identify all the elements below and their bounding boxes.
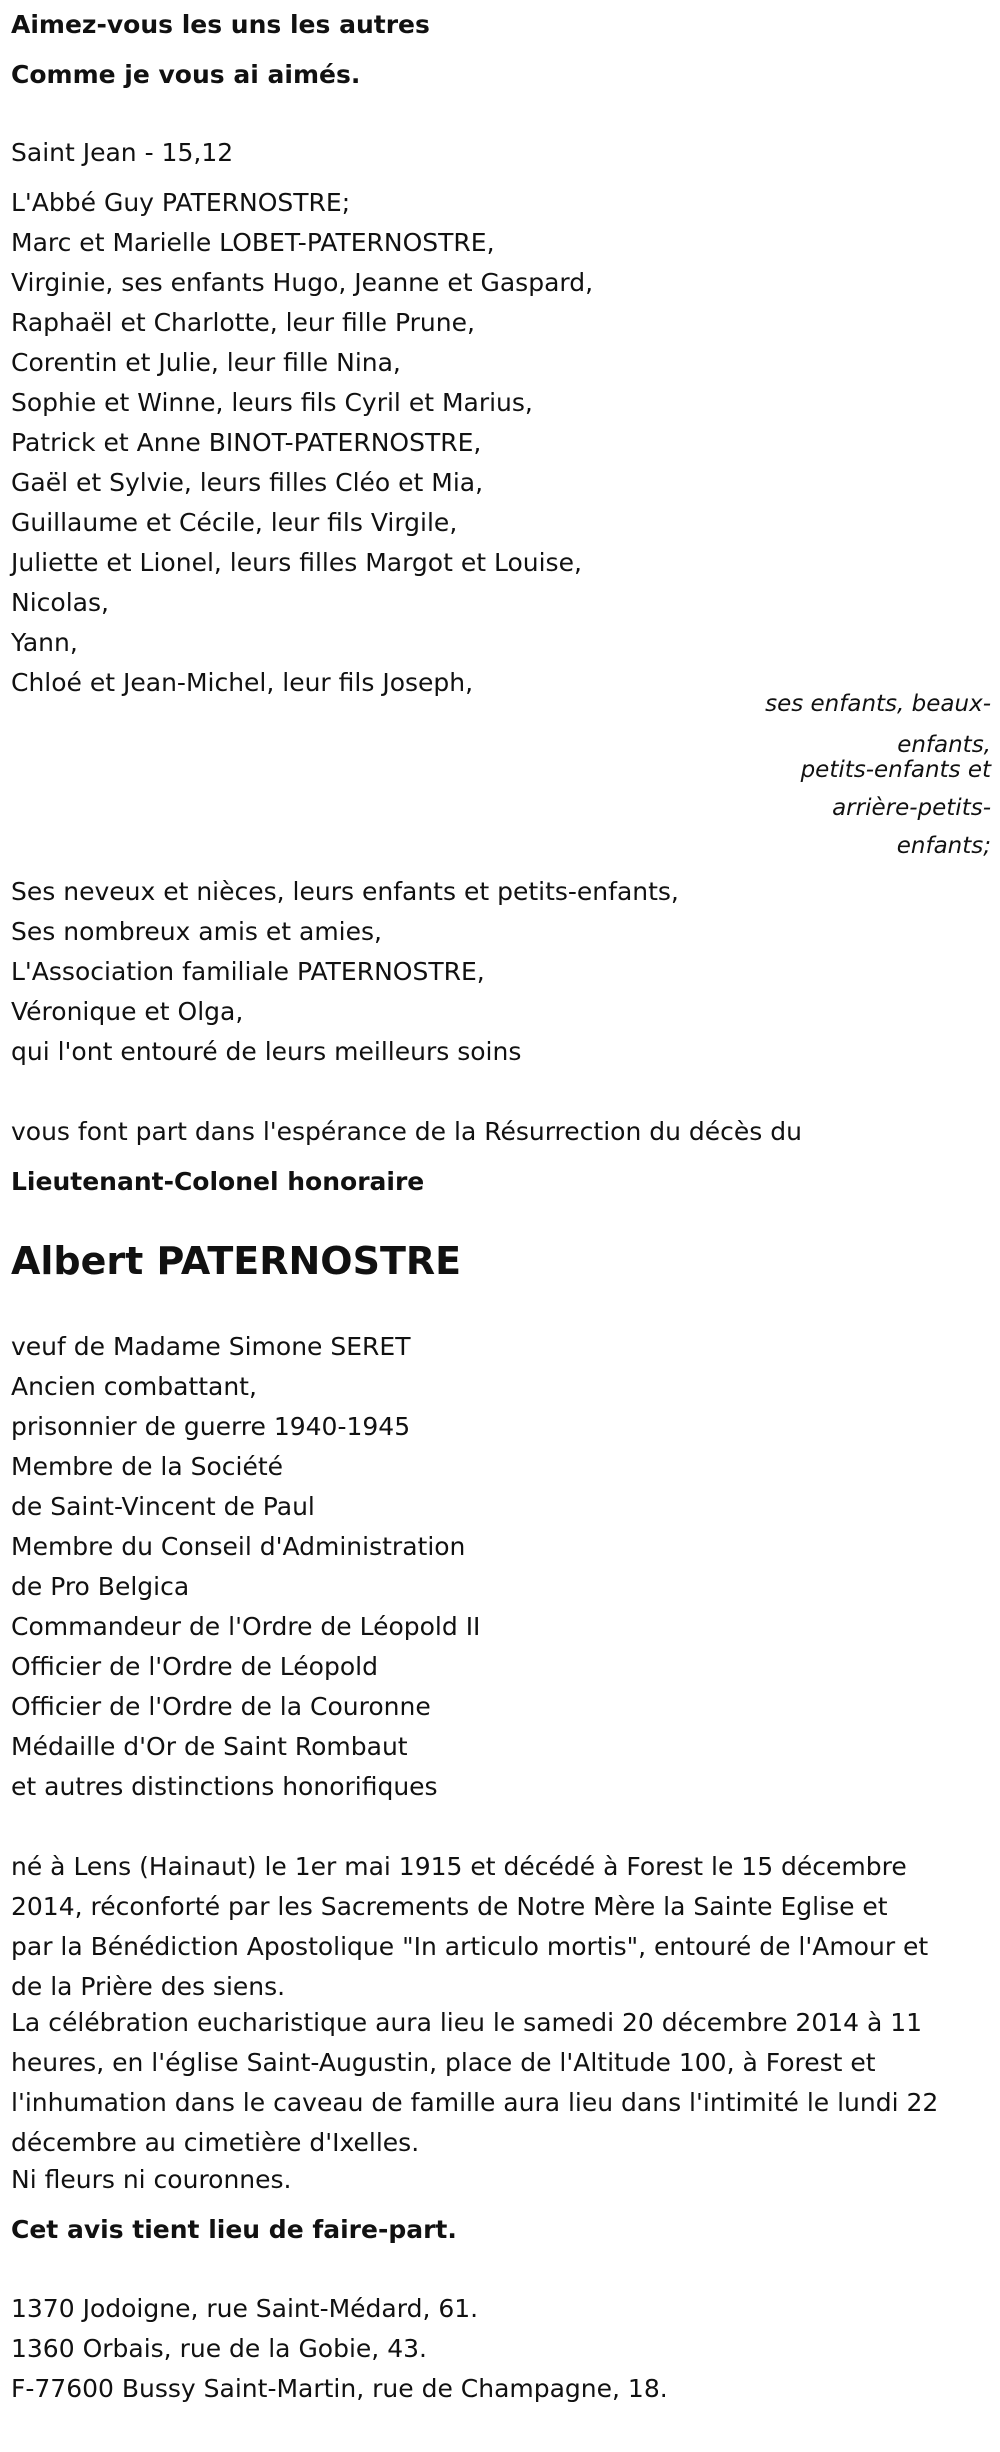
title-line: de Saint-Vincent de Paul — [11, 1492, 315, 1521]
announcement: vous font part dans l'espérance de la Résurrection du décès du — [11, 1117, 802, 1146]
deceased-name: Albert PATERNOSTRE — [11, 1239, 462, 1283]
title-line: Officier de l'Ordre de la Couronne — [11, 1692, 431, 1721]
title-line: et autres distinctions honorifiques — [11, 1772, 438, 1801]
title-line: Membre de la Société — [11, 1452, 284, 1481]
family-line: Virginie, ses enfants Hugo, Jeanne et Gaspard, — [11, 268, 594, 297]
no-flowers-note: Ni fleurs ni couronnes. — [11, 2165, 292, 2194]
family-note-line: ses enfants, beaux- — [765, 691, 991, 717]
header-line-2: Comme je vous ai aimés. — [11, 60, 361, 89]
family-line: Corentin et Julie, leur fille Nina, — [11, 348, 401, 377]
others-line: Ses nombreux amis et amies, — [11, 917, 382, 946]
family-line: Yann, — [11, 628, 78, 657]
paragraph-line: décembre au cimetière d'Ixelles. — [11, 2128, 420, 2157]
ceremony-paragraph — [11, 2003, 991, 2163]
title-line: Officier de l'Ordre de Léopold — [11, 1652, 378, 1681]
title-line: Membre du Conseil d'Administration — [11, 1532, 466, 1561]
header-line-1: Aimez-vous les uns les autres — [11, 10, 430, 39]
family-note-line: enfants, — [897, 732, 991, 758]
titles-list — [11, 1327, 480, 1807]
family-line: Raphaël et Charlotte, leur fille Prune, — [11, 308, 475, 337]
paragraph-line: de la Prière des siens. — [11, 1972, 286, 2001]
paragraph-line: l'inhumation dans le caveau de famille aura lieu dans l'intimité le lundi 22 — [11, 2088, 939, 2117]
family-line: Patrick et Anne BINOT-PATERNOSTRE, — [11, 428, 482, 457]
paragraph-line: né à Lens (Hainaut) le 1er mai 1915 et décédé à Forest le 15 décembre — [11, 1852, 907, 1881]
family-line: Gaël et Sylvie, leurs filles Cléo et Mia, — [11, 468, 484, 497]
family-line: Sophie et Winne, leurs fils Cyril et Marius, — [11, 388, 533, 417]
title-line: Commandeur de l'Ordre de Léopold II — [11, 1612, 481, 1641]
address-line: 1360 Orbais, rue de la Gobie, 43. — [11, 2334, 427, 2363]
family-note-line: arrière-petits- — [832, 795, 991, 821]
others-line: qui l'ont entouré de leurs meilleurs soins — [11, 1037, 522, 1066]
family-list — [11, 183, 593, 703]
birth-death-paragraph — [11, 1847, 991, 2007]
others-line: Véronique et Olga, — [11, 997, 244, 1026]
address-line: F-77600 Bussy Saint-Martin, rue de Champagne, 18. — [11, 2374, 668, 2403]
family-line: Marc et Marielle LOBET-PATERNOSTRE, — [11, 228, 495, 257]
title-line: de Pro Belgica — [11, 1572, 190, 1601]
others-list — [11, 872, 679, 1072]
family-line: Juliette et Lionel, leurs filles Margot et Louise, — [11, 548, 582, 577]
verse-reference: Saint Jean - 15,12 — [11, 138, 234, 167]
family-note-line: enfants; — [896, 833, 991, 859]
family-line: L'Abbé Guy PATERNOSTRE; — [11, 188, 351, 217]
others-line: Ses neveux et nièces, leurs enfants et petits-enfants, — [11, 877, 679, 906]
family-line: Guillaume et Cécile, leur fils Virgile, — [11, 508, 458, 537]
family-line: Nicolas, — [11, 588, 109, 617]
title-line: prisonnier de guerre 1940-1945 — [11, 1412, 411, 1441]
others-line: L'Association familiale PATERNOSTRE, — [11, 957, 485, 986]
title-line: Ancien combattant, — [11, 1372, 257, 1401]
family-note-line: petits-enfants et — [800, 757, 991, 783]
title-line: Médaille d'Or de Saint Rombaut — [11, 1732, 408, 1761]
notice-statement: Cet avis tient lieu de faire-part. — [11, 2215, 457, 2244]
paragraph-line: heures, en l'église Saint-Augustin, place de l'Altitude 100, à Forest et — [11, 2048, 876, 2077]
paragraph-line: 2014, réconforté par les Sacrements de Notre Mère la Sainte Eglise et — [11, 1892, 888, 1921]
addresses-list — [11, 2289, 668, 2409]
rank: Lieutenant-Colonel honoraire — [11, 1167, 425, 1196]
address-line: 1370 Jodoigne, rue Saint-Médard, 61. — [11, 2294, 479, 2323]
paragraph-line: par la Bénédiction Apostolique "In articulo mortis", entouré de l'Amour et — [11, 1932, 929, 1961]
paragraph-line: La célébration eucharistique aura lieu le samedi 20 décembre 2014 à 11 — [11, 2008, 923, 2037]
family-line: Chloé et Jean-Michel, leur fils Joseph, — [11, 668, 474, 697]
title-line: veuf de Madame Simone SERET — [11, 1332, 411, 1361]
